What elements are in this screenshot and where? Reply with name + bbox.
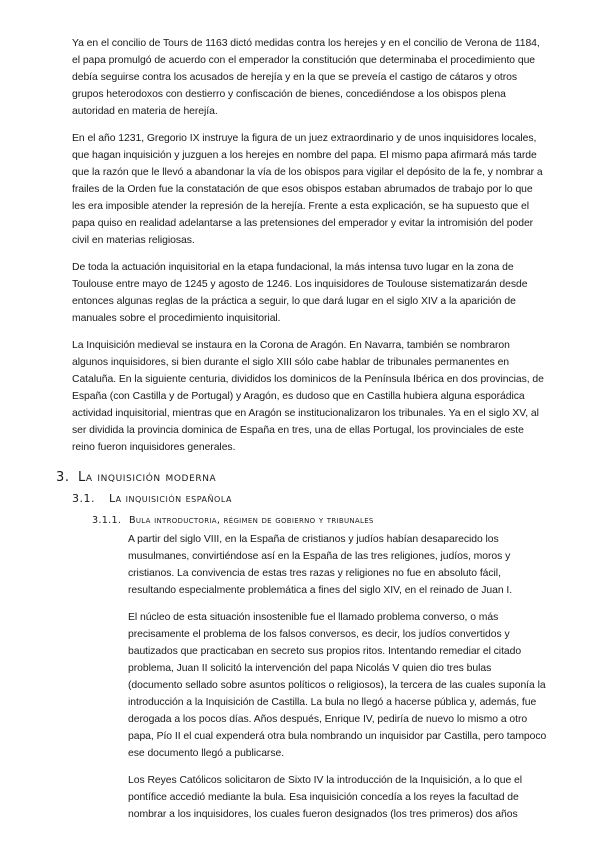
- section-text-block: [128, 531, 548, 833]
- paragraph-tours-verona: Ya en el concilio de Tours de 1163 dictó medidas contra los herejes y en el concilio de Verona de 1184, el papa promulgó de acuerdo con el emperador la constitución que determinaba el procedimiento que debía seguirse contra los acusados de herejía y en la que se preveía el castigo de cátaros y otros grupos heterodoxos con destierro y confiscación de bienes, concediéndose a los obispos plena autoridad en materia de herejía.: [72, 38, 540, 117]
- paragraph-aragon: La Inquisición medieval se instaura en la Corona de Aragón. En Navarra, también se nombraron algunos inquisidores, si bien durante el siglo XIII sólo cabe hablar de tribunales permanentes en Cataluña. En la siguiente centuria, divididos los dominicos de la Península Ibérica en dos provincias, de España (con Castilla y de Portugal) y Aragón, es dudoso que en Castilla hubiera alguna esporádica actividad inquisitorial, mientras que en Aragón se institucionalizaron los tribunales. Ya en el siglo XV, al ser dividida la provincia dominica de España en tres, una de ellas Portugal, los provinciales de este reino fueron inquisidores generales.: [72, 340, 544, 453]
- paragraph-gregorio-ix: En el año 1231, Gregorio IX instruye la figura de un juez extraordinario y de unos inquisidores locales, que hagan inquisición y juzguen a los herejes en nombre del papa. El mismo papa afirmará más tarde que la razón que le llevó a abandonar la vía de los obispos para vigilar el depósito de la fe, y nombrar a frailes de la Orden fue la constatación de que esos obispos estaban abrumados de trabajo por lo que les era imposible atender la represión de la herejía. Frente a esta explicación, se ha supuesto que el papa quiso en realidad adelantarse a las pretensiones del emperador y evitar la intromisión del poder civil en materias religiosas.: [72, 133, 543, 246]
- section-heading: [72, 492, 232, 505]
- paragraph-toulouse: De toda la actuación inquisitorial en la etapa fundacional, la más intensa tuvo lugar en la zona de Toulouse entre mayo de 1245 y agosto de 1246. Los inquisidores de Toulouse sistematizarán desde entonces algunas reglas de la práctica a seguir, lo que dará lugar en el siglo XIV a la aparición de manuales sobre el procedimiento inquisitorial.: [72, 262, 528, 324]
- subsection-heading: [92, 515, 374, 526]
- chapter-heading: [56, 470, 216, 485]
- chapter-number: 3.: [56, 470, 70, 485]
- intro-text-block: [72, 35, 548, 466]
- paragraph-tres-religiones: A partir del siglo VIII, en la España de cristianos y judíos habían desaparecido los musulmanes, convirtiéndose así en la España de las tres religiones, judíos, moros y cristianos. La convivencia de estas tres razas y religiones no fue en absoluto fácil, resultando especialmente problemática a fines del siglo XIV, en el reinado de Juan I.: [128, 534, 513, 596]
- subsection-title: Bula introductoria, régimen de gobierno y tribunales: [129, 515, 374, 526]
- paragraph-reyes-catolicos: Los Reyes Católicos solicitaron de Sixto IV la introducción de la Inquisición, a lo que el pontífice accedió mediante la bula. Esa inquisición concedía a los reyes la facultad de nombrar a los inquisidores, los cuales fueron designados (los tres primeros) dos años: [128, 775, 523, 820]
- section-number: 3.1.: [72, 492, 95, 505]
- subsection-number: 3.1.1.: [92, 515, 122, 526]
- paragraph-problema-converso: El núcleo de esta situación insostenible fue el llamado problema converso, o más precisamente el problema de los falsos conversos, es decir, los judíos convertidos y bautizados que practicaban en secreto sus propios ritos. Intentando remediar el citado problema, Juan II solicitó la intervención del papa Nicolás V quien dio tres bulas (documento sellado sobre asuntos políticos o religiosos), la tercera de las cuales suponía la introducción a la Inquisición de Castilla. La bula no llegó a hacerse pública y, además, fue derogada a los pocos días. Años después, Enrique IV, pediría de nuevo lo mismo a otro papa, Pío II el cual expenderá otra bula nombrando un inquisidor par Castilla, pero tampoco ese documento llegó a publicarse.: [128, 612, 547, 759]
- chapter-title: La inquisición moderna: [78, 470, 217, 485]
- section-title: La inquisición española: [109, 492, 232, 505]
